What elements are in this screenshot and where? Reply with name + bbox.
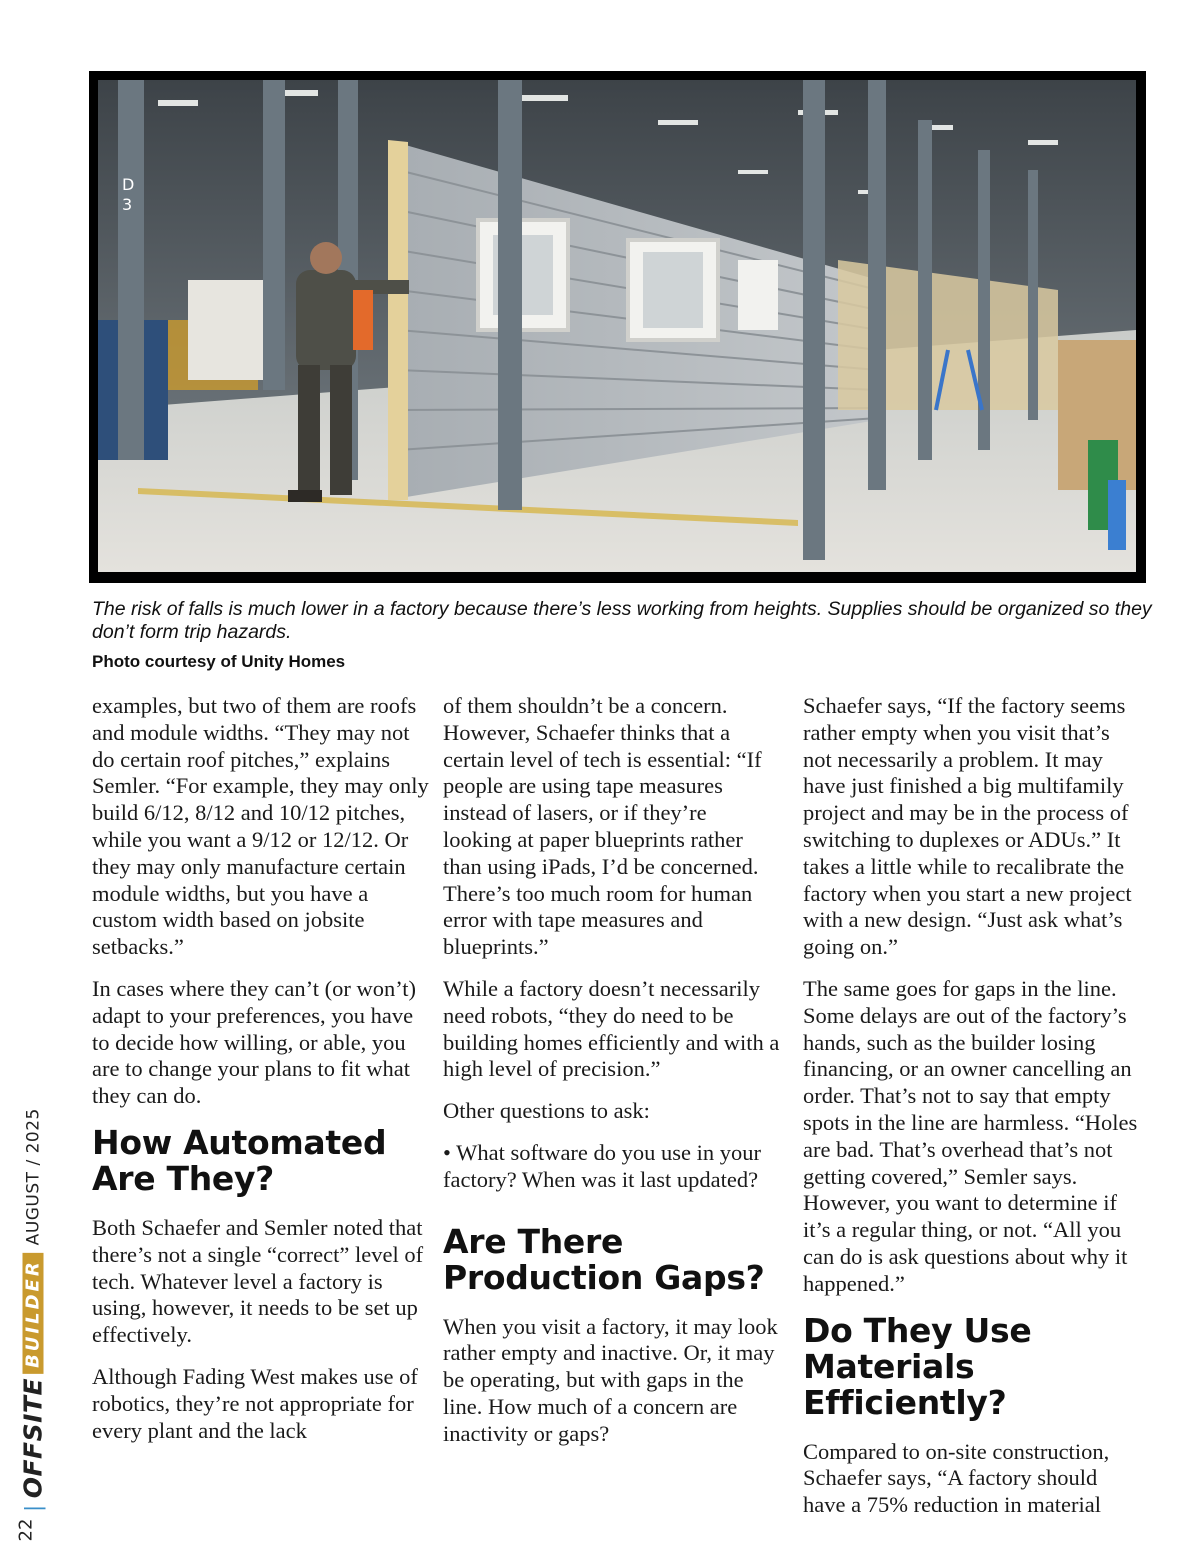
- article-column-2: [443, 693, 781, 1463]
- page-number: [14, 1514, 38, 1546]
- paragraph: When you visit a factory, it may look rather empty and inactive. Or, it may be operating, but with gaps in the line. How much of a concern are inactivity or gaps?: [443, 1313, 778, 1446]
- column-label-d: D: [122, 175, 135, 194]
- column-label-3: 3: [122, 195, 133, 214]
- section-heading: Are There Production Gaps?: [443, 1221, 765, 1297]
- magazine-sidebar: [18, 1108, 48, 1512]
- paragraph: Both Schaefer and Semler noted that there’s not a single “correct” level of tech. Whatever level a factory is using, however, it needs to be set up effectively.: [92, 1214, 424, 1348]
- article-column-3: [803, 693, 1141, 1534]
- section-heading: How Automated Are They?: [92, 1122, 387, 1198]
- factory-photo: [89, 71, 1146, 583]
- photo-credit: Photo courtesy of Unity Homes: [92, 652, 346, 671]
- article-column-1: [92, 693, 430, 1459]
- paragraph: While a factory doesn’t necessarily need robots, “they do need to be building homes efficiently and with a high level of precision.”: [443, 975, 780, 1082]
- brand-builder: BUILDER: [23, 1253, 44, 1374]
- paragraph: Although Fading West makes use of robotics, they’re not appropriate for every plant and the lack: [92, 1363, 418, 1443]
- page-number-text: 22: [15, 1518, 37, 1542]
- paragraph: Compared to on-site construction, Schaefer says, “A factory should have a 75% reduction in material: [803, 1438, 1110, 1518]
- paragraph: of them shouldn’t be a concern. However, Schaefer thinks that a certain level of tech is essential: “If people are using tape measures instead of lasers, or if they’re looking at paper blueprints rather than using iPads, I’d be concerned. There’s too much room for human error with tape measures and blueprints.”: [443, 693, 762, 960]
- photo-caption: The risk of falls is much lower in a factory because there’s less working from heights. Supplies should be organized so they don’t form trip hazards.: [92, 598, 1152, 643]
- paragraph: examples, but two of them are roofs and module widths. “They may not do certain roof pitches,” explains Semler. “For example, they may only build 6/12, 8/12 and 10/12 pitches, while you want a 9/12 or 12/12. Or they may only manufacture certain module widths, but you have a custom width based on jobsite setbacks.”: [92, 693, 429, 960]
- section-heading: Do They Use Materials Efficiently?: [803, 1310, 1032, 1422]
- paragraph: The same goes for gaps in the line. Some delays are out of the factory’s hands, such as the builder losing financing, or an owner cancelling an order. That’s not to say that empty spots in the line are harmless. “Holes are bad. That’s overhead that’s not getting covered,” Semler says. However, you want to determine if it’s a regular thing, or not. “All you can do is ask questions about why it happened.”: [803, 975, 1138, 1296]
- sidebar-brand: [19, 1108, 48, 1512]
- brand-offsite: OFFSITE: [18, 1377, 48, 1499]
- bullet-item: • What software do you use in your factory? When was it last updated?: [443, 1139, 762, 1192]
- paragraph: Schaefer says, “If the factory seems rather empty when you visit that’s not necessarily a problem. It may have just finished a big multifamily project and may be in the process of switching to duplexes or ADUs.” It takes a little while to recalibrate the factory when you start a new project with a new design. “Just ask what’s going on.”: [803, 693, 1132, 960]
- divider-bar: |: [21, 1504, 45, 1512]
- paragraph: In cases where they can’t (or won’t) adapt to your preferences, you have to decide how willing, or able, you are to change your plans to fit what they can do.: [92, 975, 417, 1109]
- factory-photo-illustration: [98, 80, 1136, 572]
- issue-date: AUGUST / 2025: [23, 1108, 43, 1246]
- paragraph: Other questions to ask:: [443, 1098, 650, 1124]
